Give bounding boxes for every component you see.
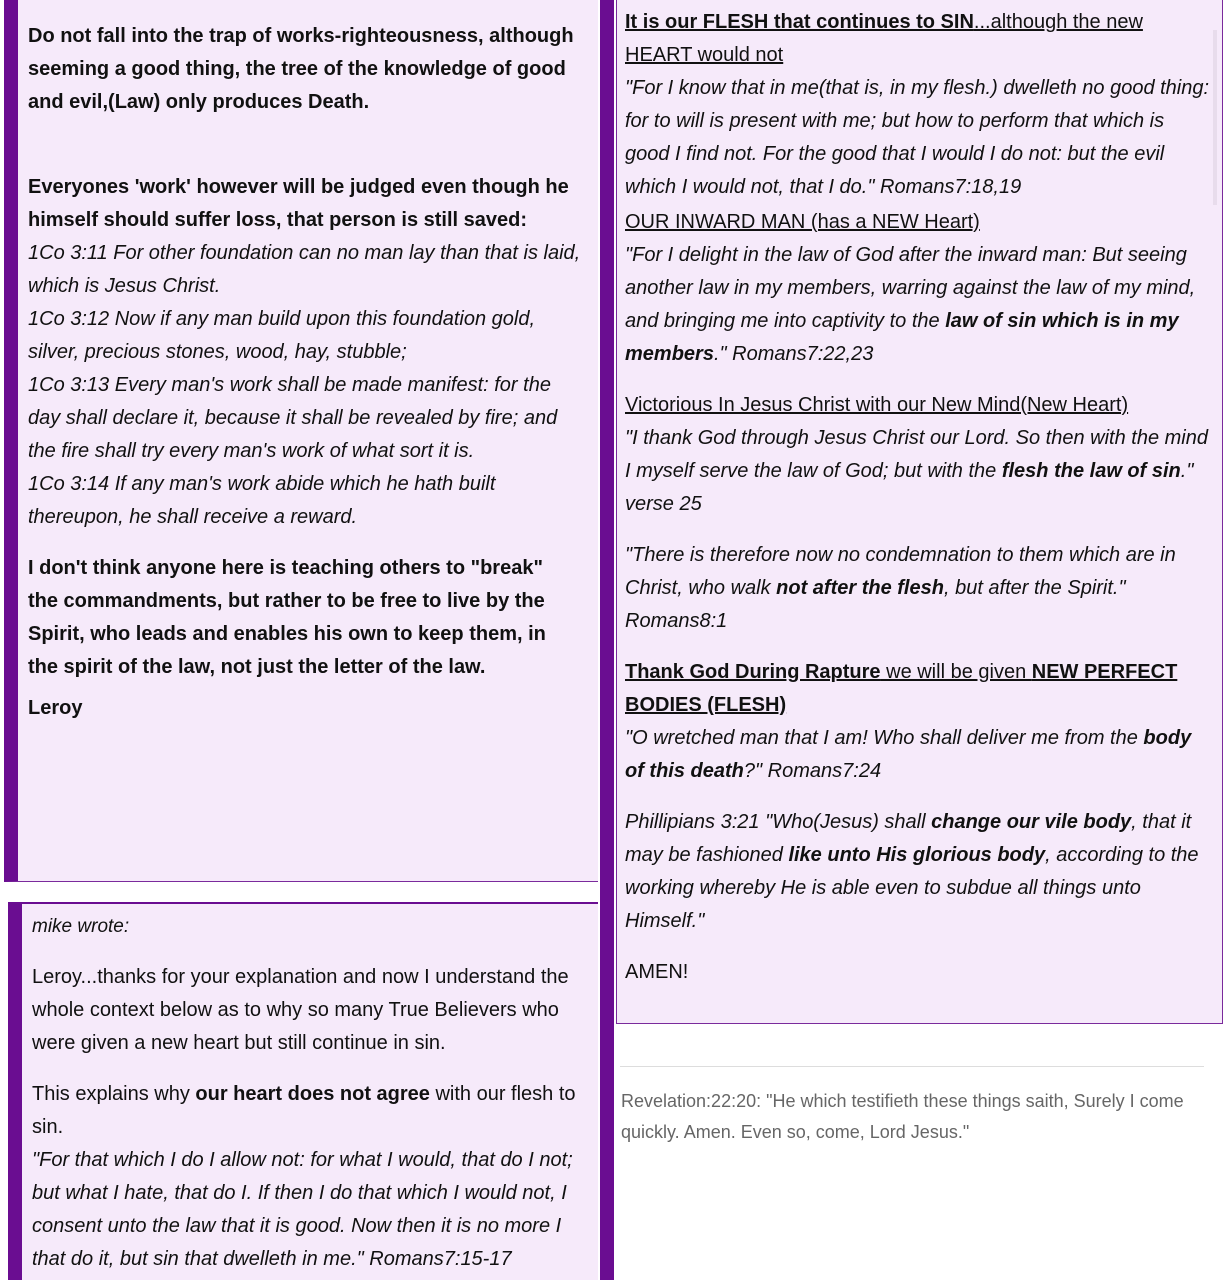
verse-1co-3-12: 1Co 3:12 Now if any man build upon this foundation gold, silver, precious stones, wood, hay, stubble; [28, 308, 536, 363]
heading-victorious: Victorious In Jesus Christ with our New Mind(New Heart) [625, 394, 1129, 416]
text-run: This explains why [32, 1083, 196, 1105]
verse-25 [625, 422, 1214, 521]
text-run-bold: not after the flesh [776, 577, 944, 599]
post-body-leroy [4, 0, 598, 882]
verse-1co-3-13: 1Co 3:13 Every man's work shall be made manifest: for the day shall declare it, because it shall be revealed by fire; and the fire shall try every man's work of what sort it is. [28, 374, 558, 462]
paragraph-commandments: I don't think anyone here is teaching others to "break" the commandments, but rather to be free to live by the Spirit, who leads and enables his own to keep them, in the spirit of the law, not just the letter of the law. [28, 557, 546, 678]
text-run-bold: flesh the law of sin [1001, 460, 1181, 482]
column-divider-bar [600, 0, 614, 1280]
heading-inward-man: OUR INWARD MAN (has a NEW Heart) [625, 211, 980, 233]
amen-text: AMEN! [625, 961, 689, 983]
signature: Revelation:22:20: "He which testifieth these things saith, Surely I come quickly. Amen. Even so, come, Lord Jesus." [621, 1091, 1184, 1142]
text-run: ?" Romans7:24 [743, 760, 882, 782]
heading-bold: It is our FLESH that continues to SIN [625, 11, 974, 33]
verse-romans-8-1 [625, 539, 1214, 638]
signoff: Leroy [28, 697, 83, 719]
verse-romans-7-18: "For I know that in me(that is, in my flesh.) dwelleth no good thing: for to will is present with me; but how to perform that which is good I find not. For the good that I would I do not: but the evil which I would not, that I do." Romans7:18,19 [625, 77, 1210, 198]
verse-romans-7-22 [625, 239, 1214, 371]
paragraph-works-righteousness: Do not fall into the trap of works-righteousness, although seeming a good thing, the tree of the knowledge of good and evil,(Law) only produces Death. [28, 25, 574, 113]
text-run: with our flesh to sin. [32, 1083, 576, 1138]
text-run: , but after the Spirit." Romans8:1 [625, 577, 1126, 632]
text-run-bold: NEW PERFECT BODIES (FLESH) [625, 661, 1178, 716]
text-run-bold: law of sin which is in my members [625, 310, 1179, 365]
verse-1co-3-11: 1Co 3:11 For other foundation can no man lay than that is laid, which is Jesus Christ. [28, 242, 581, 297]
text-run-bold: our heart does not agree [195, 1083, 430, 1105]
verse-1co-3-14: 1Co 3:14 If any man's work abide which he hath built thereupon, he shall receive a reward. [28, 473, 496, 528]
verse-phillipians-3-21 [625, 806, 1214, 938]
text-run: we will be given [880, 661, 1032, 683]
text-run: "For I delight in the law of God after the inward man: But seeing another law in my members, warring against the law of my mind, and bringing me into captivity to the [625, 244, 1196, 332]
verse-romans-7-24 [625, 722, 1214, 788]
text-run: , according to the working whereby He is able even to subdue all things unto Himself." [625, 844, 1199, 932]
quote-block-mike [8, 902, 598, 1280]
text-run: "There is therefore now no condemnation to them which are in Christ, who walk [625, 544, 1176, 599]
scrollbar-track[interactable] [1213, 30, 1217, 205]
quote-verse-romans-7-15: "For that which I do I allow not: for what I would, that do I not; but what I hate, that do I. If then I do that which I would not, I consent unto the law that it is good. Now then it is no more I that do it, but sin that dwelleth in me." Romans7:15-17 [32, 1149, 573, 1270]
signature-divider [620, 1066, 1204, 1067]
heading-rest: ...although the new HEART would not [625, 11, 1143, 66]
heading-flesh-sin [625, 6, 1214, 72]
post-body-right [616, 0, 1223, 1024]
text-run-bold: like unto His glorious body [788, 844, 1046, 866]
quote-paragraph-1: Leroy...thanks for your explanation and now I understand the whole context below as to why so many True Believers who were given a new heart but still continue in sin. [32, 966, 569, 1054]
text-run-bold: Thank God During Rapture [625, 661, 881, 683]
quote-paragraph-2 [32, 1078, 588, 1144]
text-run: ." Romans7:22,23 [713, 343, 874, 365]
text-run-bold: change our vile body [931, 811, 1132, 833]
text-run: , that it may be fashioned [625, 811, 1192, 866]
text-run-bold: body of this death [625, 727, 1192, 782]
text-run: "I thank God through Jesus Christ our Lord. So then with the mind I myself serve the law of God; but with the [625, 427, 1208, 482]
quote-header: mike wrote: [32, 916, 130, 937]
heading-rapture [625, 656, 1214, 722]
text-run: Phillipians 3:21 "Who(Jesus) shall [625, 811, 932, 833]
paragraph-judged: Everyones 'work' however will be judged even though he himself should suffer loss, that person is still saved: [28, 176, 569, 231]
text-run: "O wretched man that I am! Who shall deliver me from the [625, 727, 1144, 749]
text-run: ." verse 25 [625, 460, 1194, 515]
